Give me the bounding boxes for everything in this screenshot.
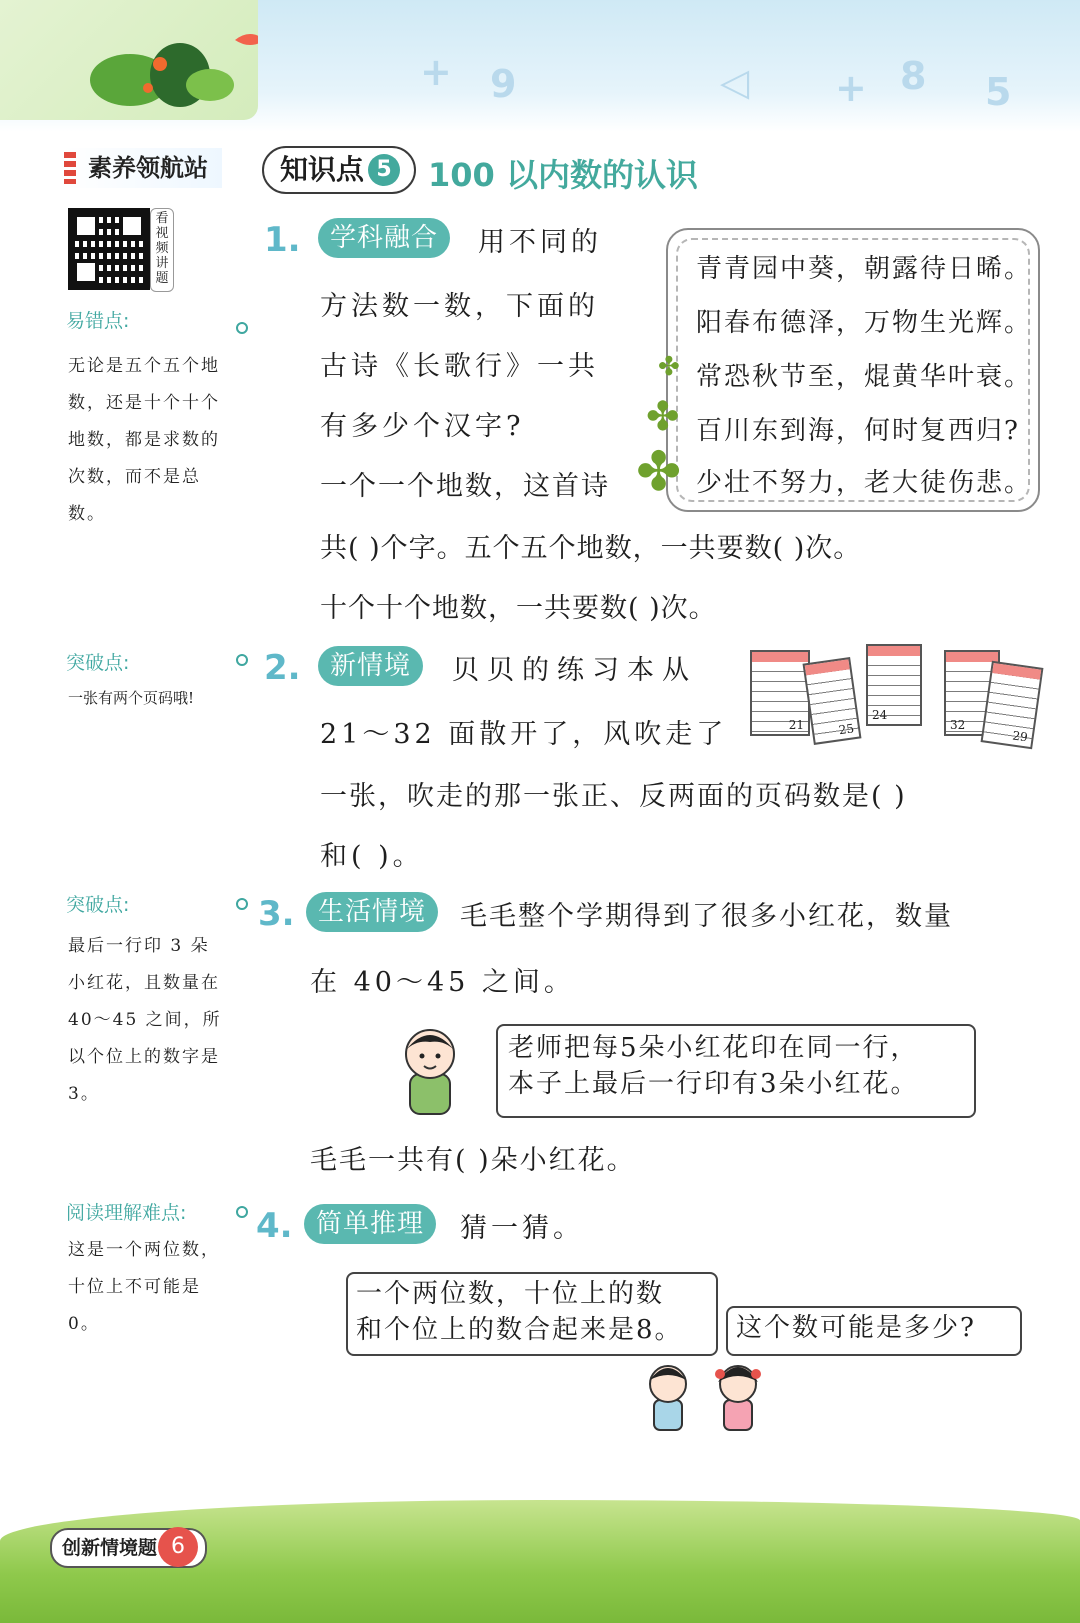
page-number: 6	[158, 1527, 198, 1567]
ruler-icon	[64, 152, 76, 184]
notebook-page	[866, 644, 922, 726]
question-text: 有多少个汉字?	[320, 411, 525, 442]
sidebar-note-heading: 易错点:	[66, 310, 130, 332]
question-text: 21～32 面散开了，风吹走了	[320, 719, 728, 750]
speech-line: 这个数可能是多少?	[736, 1313, 976, 1343]
knowledge-point-badge	[262, 146, 416, 194]
question-text: 十个十个地数，一共要数( )次。	[320, 593, 717, 624]
poem-line: 阳春布德泽，万物生光辉。	[696, 308, 1033, 338]
speech-bubble	[346, 1272, 718, 1356]
poem-line: 百川东到海，何时复西归?	[696, 416, 1020, 446]
question-tag: 简单推理	[304, 1204, 436, 1244]
notebook-page	[803, 657, 862, 745]
sidebar-note-heading: 突破点:	[66, 652, 130, 674]
page-number-label: 25	[837, 721, 855, 738]
qr-code[interactable]	[68, 208, 150, 290]
question-tag: 新情境	[318, 646, 423, 686]
question-text: 猜一猜。	[460, 1213, 584, 1244]
deco-nine: 9	[490, 62, 517, 106]
qr-corner	[73, 213, 99, 239]
speech-bubble	[496, 1024, 976, 1118]
speech-line: 老师把每5朵小红花印在同一行，	[508, 1033, 919, 1063]
notebook-page	[981, 661, 1044, 749]
section-tag-text: 素养领航站	[88, 154, 208, 182]
deco-triangle: ◁	[720, 60, 750, 104]
clover-icon: ✤	[636, 440, 682, 503]
note-dot-icon	[236, 1206, 248, 1218]
question-number: 3.	[258, 894, 295, 934]
qr-corner	[119, 213, 145, 239]
clover-icon: ✤	[646, 394, 680, 440]
question-text: 一张，吹走的那一张正、反两面的页码数是( )	[320, 781, 907, 812]
qr-label: 看视频讲题	[150, 208, 174, 292]
boy-illustration	[392, 1020, 472, 1120]
page-title: 100 以内数的认识	[428, 156, 698, 194]
notebook-page	[750, 650, 810, 736]
knowledge-label: 知识点	[280, 153, 365, 186]
speech-line: 本子上最后一行印有3朵小红花。	[508, 1069, 919, 1099]
page-header-strip	[946, 652, 998, 662]
deco-plus: +	[420, 50, 452, 94]
qr-corner	[73, 259, 99, 285]
poem-line: 常恐秋节至，焜黄华叶衰。	[696, 362, 1033, 392]
page-number-label: 24	[872, 708, 888, 722]
question-text: 和( )。	[320, 841, 424, 872]
kids-illustration	[640, 1356, 780, 1436]
page-number-label: 21	[788, 718, 804, 732]
sidebar-note-text: 一张有两个页码哦!	[68, 689, 195, 707]
leaf-decoration	[0, 0, 258, 120]
question-tag: 学科融合	[318, 218, 450, 258]
sidebar-note-text: 最后一行印 3 朵小红花，且数量在 40～45 之间，所以个位上的数字是 3。	[68, 936, 222, 1104]
page-number-label: 29	[1011, 728, 1029, 745]
footer-label: 创新情境题	[50, 1528, 207, 1568]
plant-illustration	[0, 0, 258, 120]
poem-line: 青青园中葵，朝露待日晞。	[696, 254, 1033, 284]
deco-eight: 8	[900, 54, 927, 98]
page-header-strip	[992, 663, 1041, 680]
note-dot-icon	[236, 898, 248, 910]
page-header-strip	[752, 652, 808, 662]
question-text: 贝贝的练习本从	[452, 655, 697, 686]
section-tag	[64, 148, 222, 188]
speech-bubble	[726, 1306, 1022, 1356]
knowledge-number: 5	[368, 154, 400, 186]
clover-icon: ✤	[658, 352, 680, 382]
page-number-label: 32	[950, 718, 966, 732]
deco-five: 5	[985, 70, 1012, 114]
question-text: 用不同的	[478, 227, 602, 258]
question-text: 在 40～45 之间。	[310, 967, 575, 998]
question-text: 一个一个地数，这首诗	[320, 471, 610, 502]
sidebar-note-heading: 阅读理解难点:	[66, 1202, 187, 1224]
question-number: 4.	[256, 1206, 293, 1246]
question-text: 方法数一数，下面的	[320, 291, 599, 322]
speech-line: 一个两位数，十位上的数	[356, 1279, 665, 1309]
question-text: 毛毛一共有( )朵小红花。	[310, 1145, 636, 1176]
question-text: 共( )个字。五个五个地数，一共要数( )次。	[320, 533, 862, 564]
deco-plus-2: +	[835, 66, 867, 110]
question-text: 毛毛整个学期得到了很多小红花，数量	[460, 901, 953, 932]
question-text: 古诗《长歌行》一共	[320, 351, 599, 382]
question-number: 1.	[264, 220, 301, 260]
sidebar-note-text: 无论是五个五个地数，还是十个十个地数，都是求数的次数，而不是总数。	[68, 356, 220, 524]
poem-line: 少壮不努力，老大徒伤悲。	[696, 468, 1033, 498]
sidebar-note-text: 这是一个两位数，十位上不可能是 0。	[68, 1240, 220, 1334]
note-dot-icon	[236, 654, 248, 666]
note-dot-icon	[236, 322, 248, 334]
page-header-strip	[868, 646, 920, 656]
question-tag: 生活情境	[306, 892, 438, 932]
speech-line: 和个位上的数合起来是8。	[356, 1315, 683, 1345]
question-number: 2.	[264, 648, 301, 688]
page-header-strip	[805, 659, 850, 675]
sidebar-note-heading: 突破点:	[66, 894, 130, 916]
